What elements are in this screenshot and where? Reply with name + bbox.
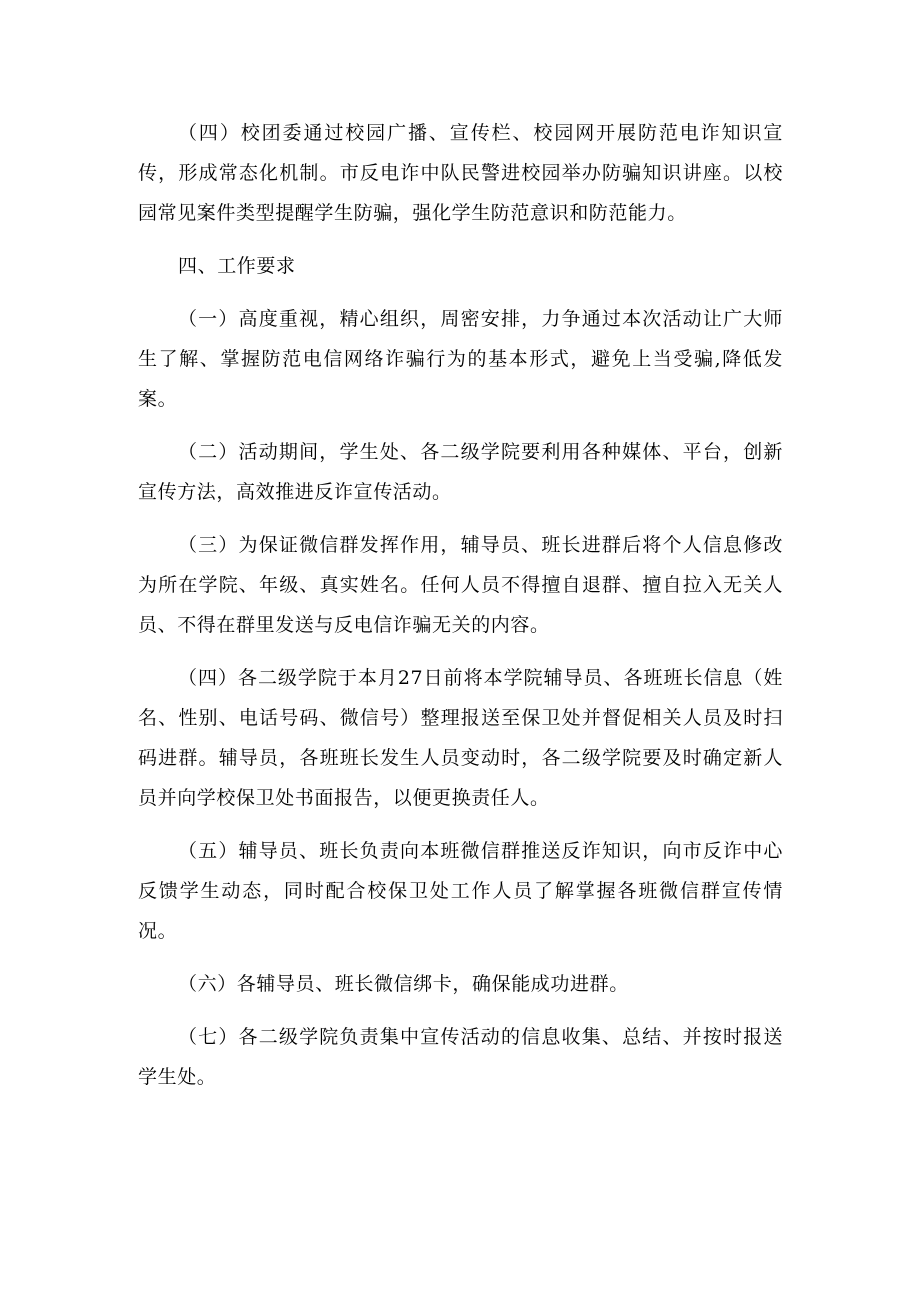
paragraph-campus-publicity: （四）校团委通过校园广播、宣传栏、校园网开展防范电诈知识宣传，形成常态化机制。市反电诈中队民警进校园举办防骗知识讲座。以校园常见案件类型提醒学生防骗，强化学生防范意识和防范能力。	[138, 122, 783, 224]
paragraph-requirement-2: （二）活动期间，学生处、各二级学院要利用各种媒体、平台，创新宣传方法，高效推进反诈宣传活动。	[138, 441, 783, 503]
document-body	[138, 113, 783, 1110]
paragraph-requirement-4: （四）各二级学院于本月27日前将本学院辅导员、各班班长信息（姓名、性别、电话号码、微信号）整理报送至保卫处并督促相关人员及时扫码进群。辅导员，各班班长发生人员变动时，各二级学院要及时确定新人员并向学校保卫处书面报告，以便更换责任人。	[138, 667, 783, 809]
paragraph-requirement-6: （六）各辅导员、班长微信绑卡，确保能成功进群。	[178, 973, 629, 995]
paragraph-requirement-7: （七）各二级学院负责集中宣传活动的信息收集、总结、并按时报送学生处。	[138, 1026, 783, 1088]
section-heading-work-requirements: 四、工作要求	[178, 255, 296, 277]
paragraph-requirement-3: （三）为保证微信群发挥作用，辅导员、班长进群后将个人信息修改为所在学院、年级、真实姓名。任何人员不得擅自退群、擅自拉入无关人员、不得在群里发送与反电信诈骗无关的内容。	[138, 534, 783, 636]
paragraph-requirement-5: （五）辅导员、班长负责向本班微信群推送反诈知识，向市反诈中心反馈学生动态，同时配合校保卫处工作人员了解掌握各班微信群宣传情况。	[138, 840, 783, 942]
paragraph-requirement-1: （一）高度重视，精心组织，周密安排，力争通过本次活动让广大师生了解、掌握防范电信网络诈骗行为的基本形式，避免上当受骗,降低发案。	[138, 308, 783, 410]
